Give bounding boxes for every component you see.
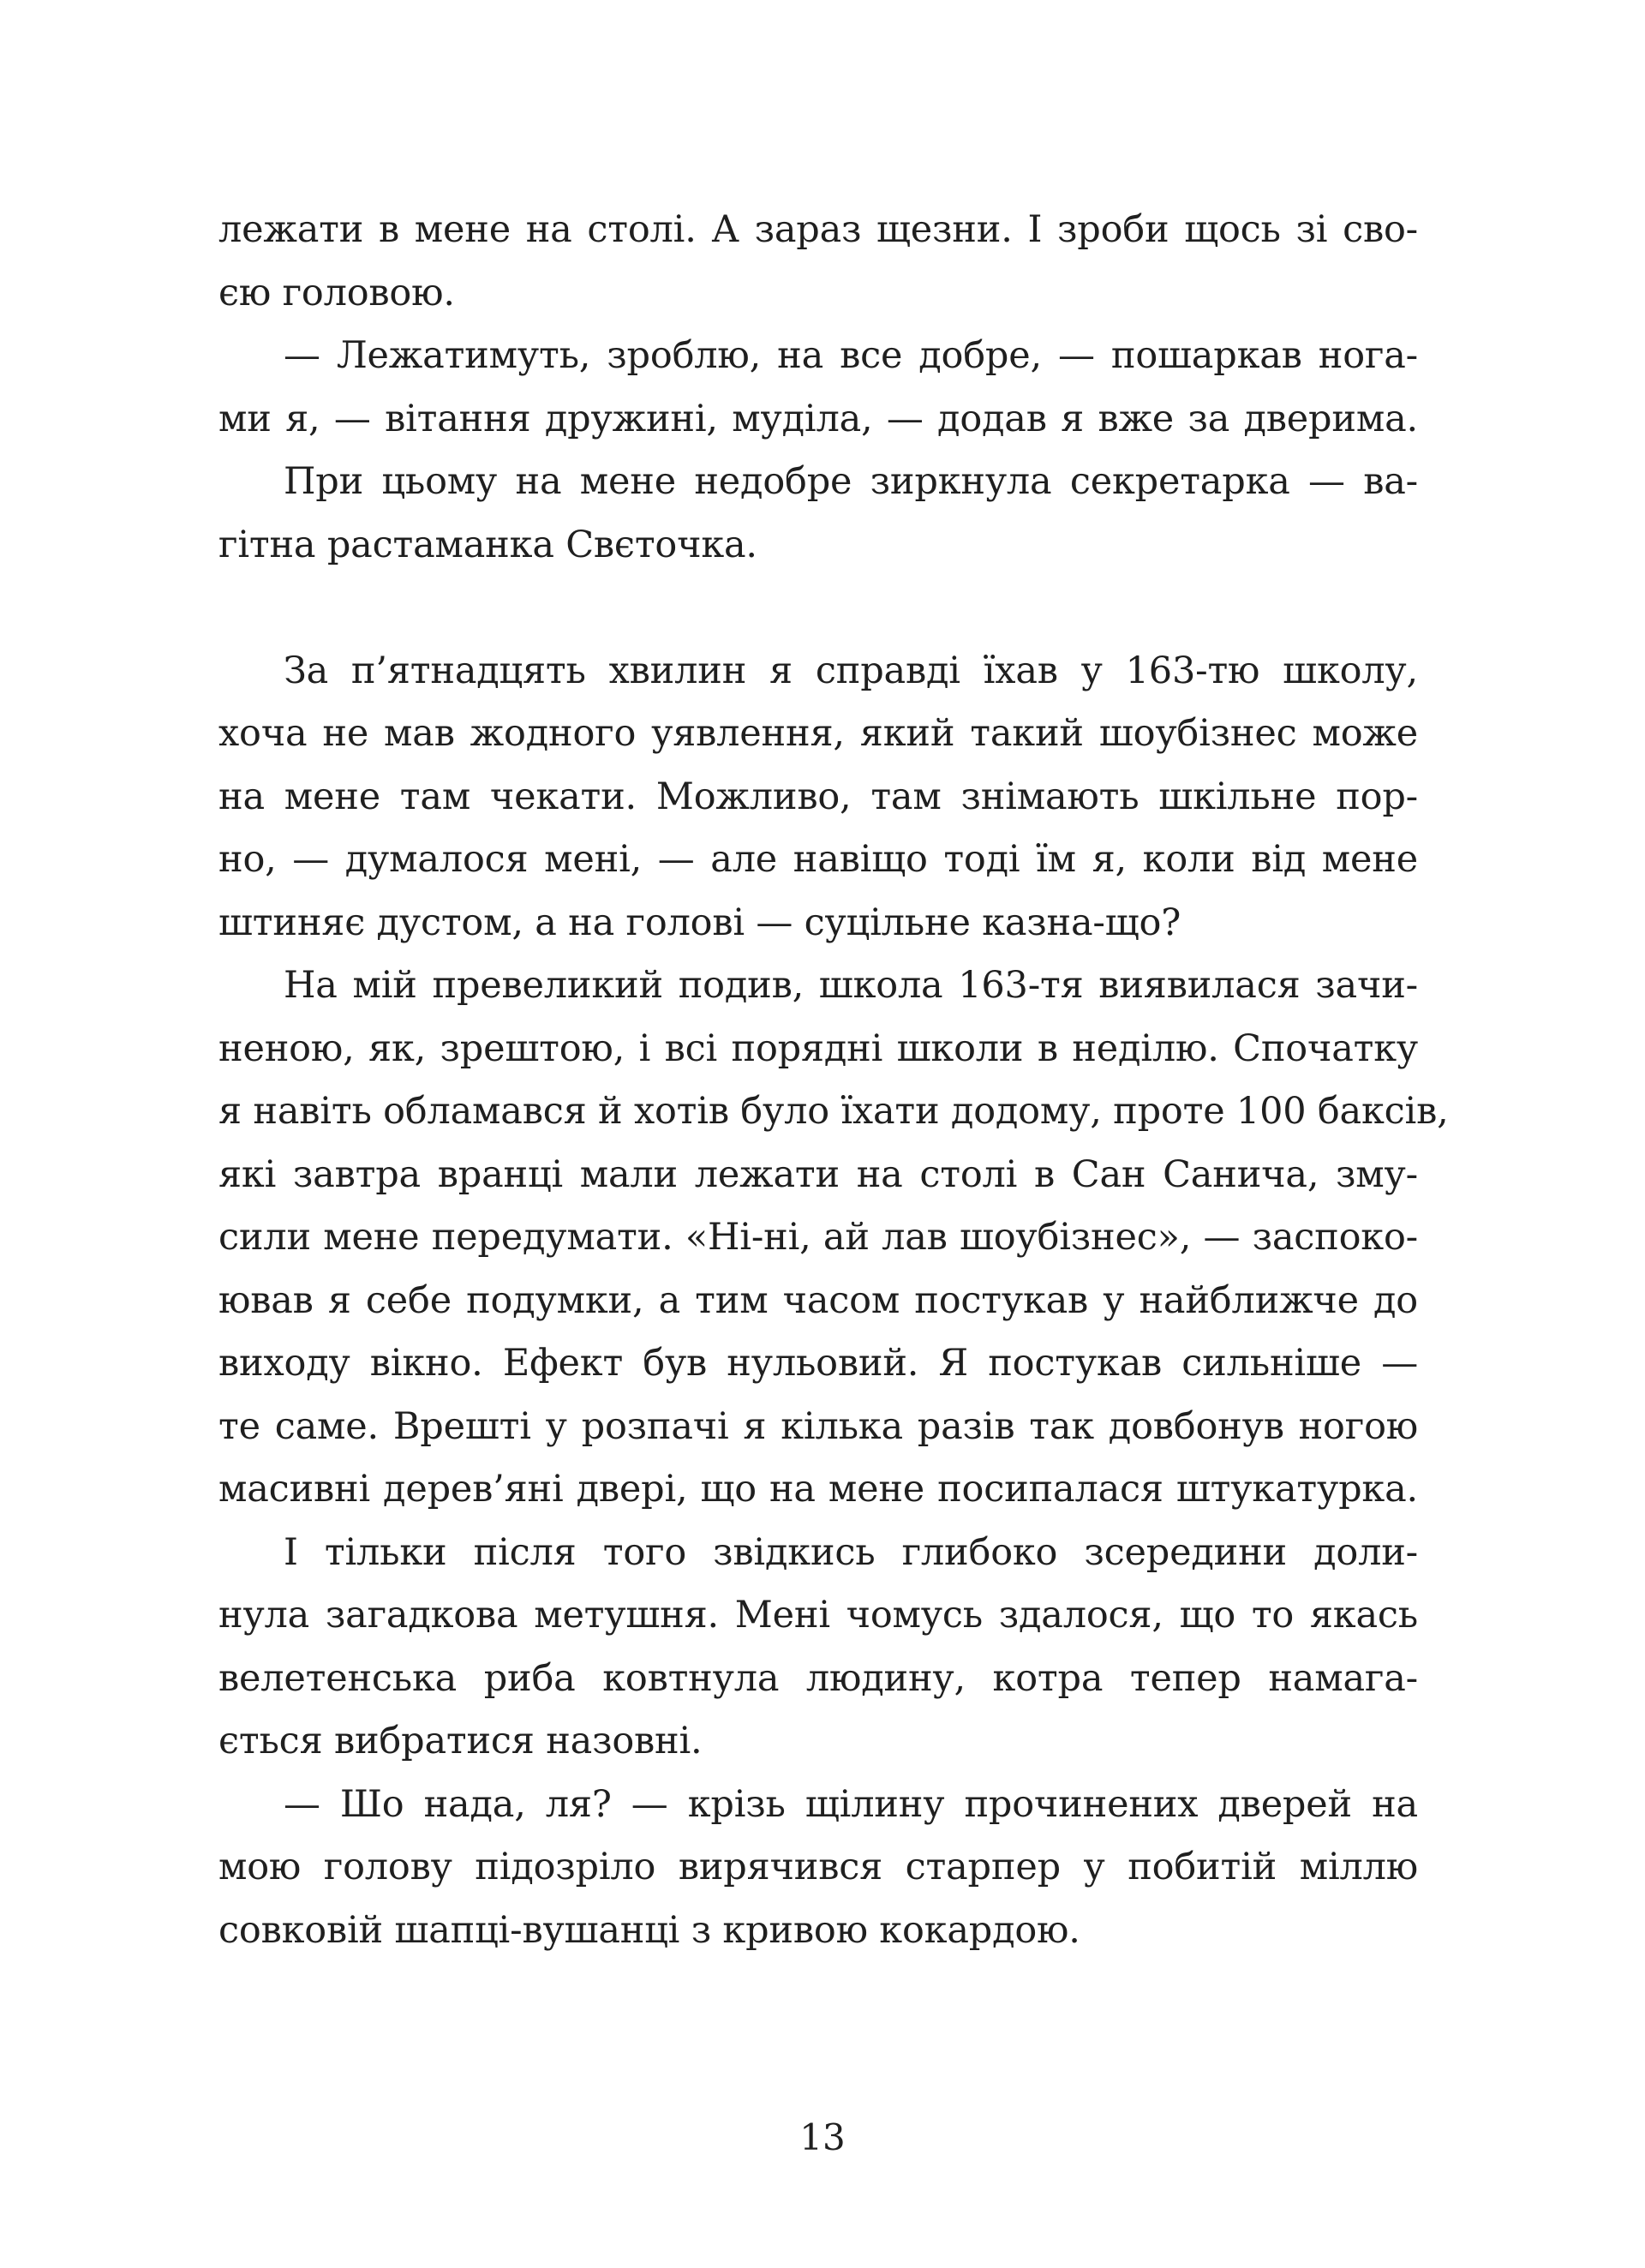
text-line: На мій превеликий подив, школа 163-тя виявилася зачи-: [284, 964, 1418, 1007]
text-line: При цьому на мене недобре зиркнула секретарка — ва-: [284, 460, 1418, 503]
text-line: штиняє дустом, а на голові — суцільне казна-що?: [218, 901, 1181, 944]
text-line: хоча не мав жодного уявлення, який такий шоубізнес може: [218, 712, 1418, 755]
text-line: велетенська риба ковтнула людину, котра тепер намага-: [218, 1656, 1418, 1700]
text-line: — Шо нада, ля? — крізь щілину прочинених дверей на: [284, 1782, 1418, 1826]
body-text: [218, 199, 1449, 1962]
text-line: те саме. Врешті у розпачі я кілька разів так довбонув ногою: [218, 1404, 1418, 1448]
text-line: мою голову підозріло вирячився старпер у побитій міллю: [218, 1846, 1418, 1888]
text-line: совковій шапці-вушанці з кривою кокардою.: [218, 1908, 1080, 1952]
text-line: лежати в мене на столі. А зараз щезни. І зроби щось зі сво-: [218, 208, 1418, 251]
page-number: 13: [799, 2116, 846, 2158]
text-line: сили мене передумати. «Ні-ні, ай лав шоубізнес», — заспоко-: [218, 1216, 1418, 1259]
text-line: — Лежатимуть, зроблю, на все добре, — пошаркав нога-: [284, 334, 1418, 377]
text-line: масивні дерев’яні двері, що на мене посипалася штукатурка.: [218, 1468, 1418, 1511]
text-line: І тільки після того звідкись глибоко зсередини доли-: [284, 1530, 1418, 1574]
text-line: єю головою.: [218, 271, 455, 314]
text-line: на мене там чекати. Можливо, там знімають шкільне пор-: [218, 775, 1418, 818]
text-line: неною, як, зрештою, і всі порядні школи в неділю. Спочатку: [218, 1026, 1418, 1070]
text-line: но, — думалося мені, — але навіщо тоді їм я, коли від мене: [218, 838, 1418, 881]
text-line: які завтра вранці мали лежати на столі в Сан Санича, зму-: [218, 1152, 1418, 1196]
text-line: ється вибратися назовні.: [218, 1720, 703, 1762]
text-line: ми я, — вітання дружині, муділа, — додав я вже за дверима.: [218, 397, 1418, 440]
text-line: я навіть обламався й хотів було їхати додому, проте 100 баксів,: [218, 1090, 1449, 1133]
text-line: ював я себе подумки, а тим часом постукав у найближче до: [218, 1278, 1418, 1322]
text-line: нула загадкова метушня. Мені чомусь здалося, що то якась: [218, 1594, 1418, 1637]
paragraph-gap: [218, 577, 1418, 640]
text-line: виходу вікно. Ефект був нульовий. Я постукав сильніше —: [218, 1342, 1418, 1385]
text-line: За п’ятнадцять хвилин я справді їхав у 163-тю школу,: [284, 649, 1418, 692]
text-line: гітна растаманка Свєточка.: [218, 523, 757, 566]
